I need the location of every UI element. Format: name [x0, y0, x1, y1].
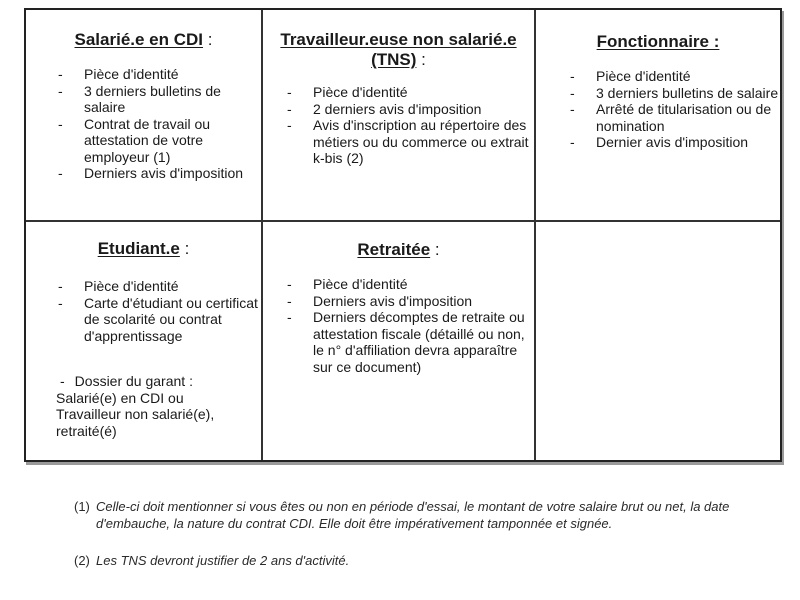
cell-etudiant: [26, 222, 263, 460]
document-list: [566, 68, 780, 151]
list-item: - Pièce d'identité: [283, 276, 534, 293]
document-list: [54, 278, 261, 344]
list-item: - 3 derniers bulletins de salaire: [566, 85, 780, 102]
title-text: Retraitée: [357, 240, 431, 259]
footnote-1: [74, 498, 774, 532]
cell-empty: [536, 222, 780, 460]
cell-title: [263, 10, 534, 70]
cell-salarie-cdi: [26, 10, 263, 222]
documents-table: [24, 8, 782, 462]
title-colon: :: [179, 239, 190, 258]
title-colon: :: [416, 50, 426, 69]
title-colon: :: [203, 30, 213, 49]
list-item: - 2 derniers avis d'imposition: [283, 101, 534, 118]
cell-title: [263, 222, 534, 260]
list-item: - Arrêté de titularisation ou de nomination: [566, 101, 780, 134]
cell-title: [26, 10, 261, 50]
footnote-text: Celle-ci doit mentionner si vous êtes ou non en période d'essai, le montant de votre salaire brut ou net, la date d'embauche, la nature du contrat CDI. Elle doit être impérativement tamponnée et signée.: [96, 499, 730, 531]
title-text: Etudiant.e: [97, 239, 180, 258]
cell-retraite: [263, 222, 536, 460]
list-item: - Derniers avis d'imposition: [283, 293, 534, 310]
garant-note: [56, 373, 261, 439]
footnote-number: (2): [74, 553, 90, 568]
footnote-text: Les TNS devront justifier de 2 ans d'activité.: [96, 553, 350, 568]
document-list: [283, 276, 534, 375]
list-item: - Dernier avis d'imposition: [566, 134, 780, 151]
cell-title: [536, 10, 780, 52]
list-item: - Avis d'inscription au répertoire des métiers ou du commerce ou extrait k-bis (2): [283, 117, 534, 167]
document-list: [54, 66, 261, 182]
list-item: - Pièce d'identité: [566, 68, 780, 85]
list-item: - Pièce d'identité: [54, 278, 261, 295]
dash-bullet: -: [60, 373, 65, 389]
footnotes: [74, 498, 774, 569]
cell-tns: [263, 10, 536, 222]
footnote-number: (1): [74, 499, 90, 514]
title-colon: :: [430, 240, 440, 259]
cell-fonctionnaire: [536, 10, 780, 222]
title-text: Salarié.e en CDI: [74, 30, 204, 49]
document-list: [283, 84, 534, 167]
list-item: - Derniers avis d'imposition: [54, 165, 261, 182]
list-item: - Contrat de travail ou attestation de votre employeur (1): [54, 116, 261, 166]
footnote-2: [74, 552, 774, 569]
list-item: - Pièce d'identité: [283, 84, 534, 101]
list-item: - Derniers décomptes de retraite ou attestation fiscale (détaillé ou non, le n° d'affiliation devra apparaître sur ce document): [283, 309, 534, 375]
list-item: - Carte d'étudiant ou certificat de scolarité ou contrat d'apprentissage: [54, 295, 261, 345]
list-item: - 3 derniers bulletins de salaire: [54, 83, 261, 116]
garant-text: Dossier du garant : Salarié(e) en CDI ou Travailleur non salarié(e), retraité(é): [56, 373, 215, 439]
title-text: Travailleur.euse non salarié.e (TNS): [280, 30, 517, 69]
cell-title: [26, 222, 261, 259]
list-item: - Pièce d'identité: [54, 66, 261, 83]
title-text: Fonctionnaire :: [596, 32, 720, 51]
